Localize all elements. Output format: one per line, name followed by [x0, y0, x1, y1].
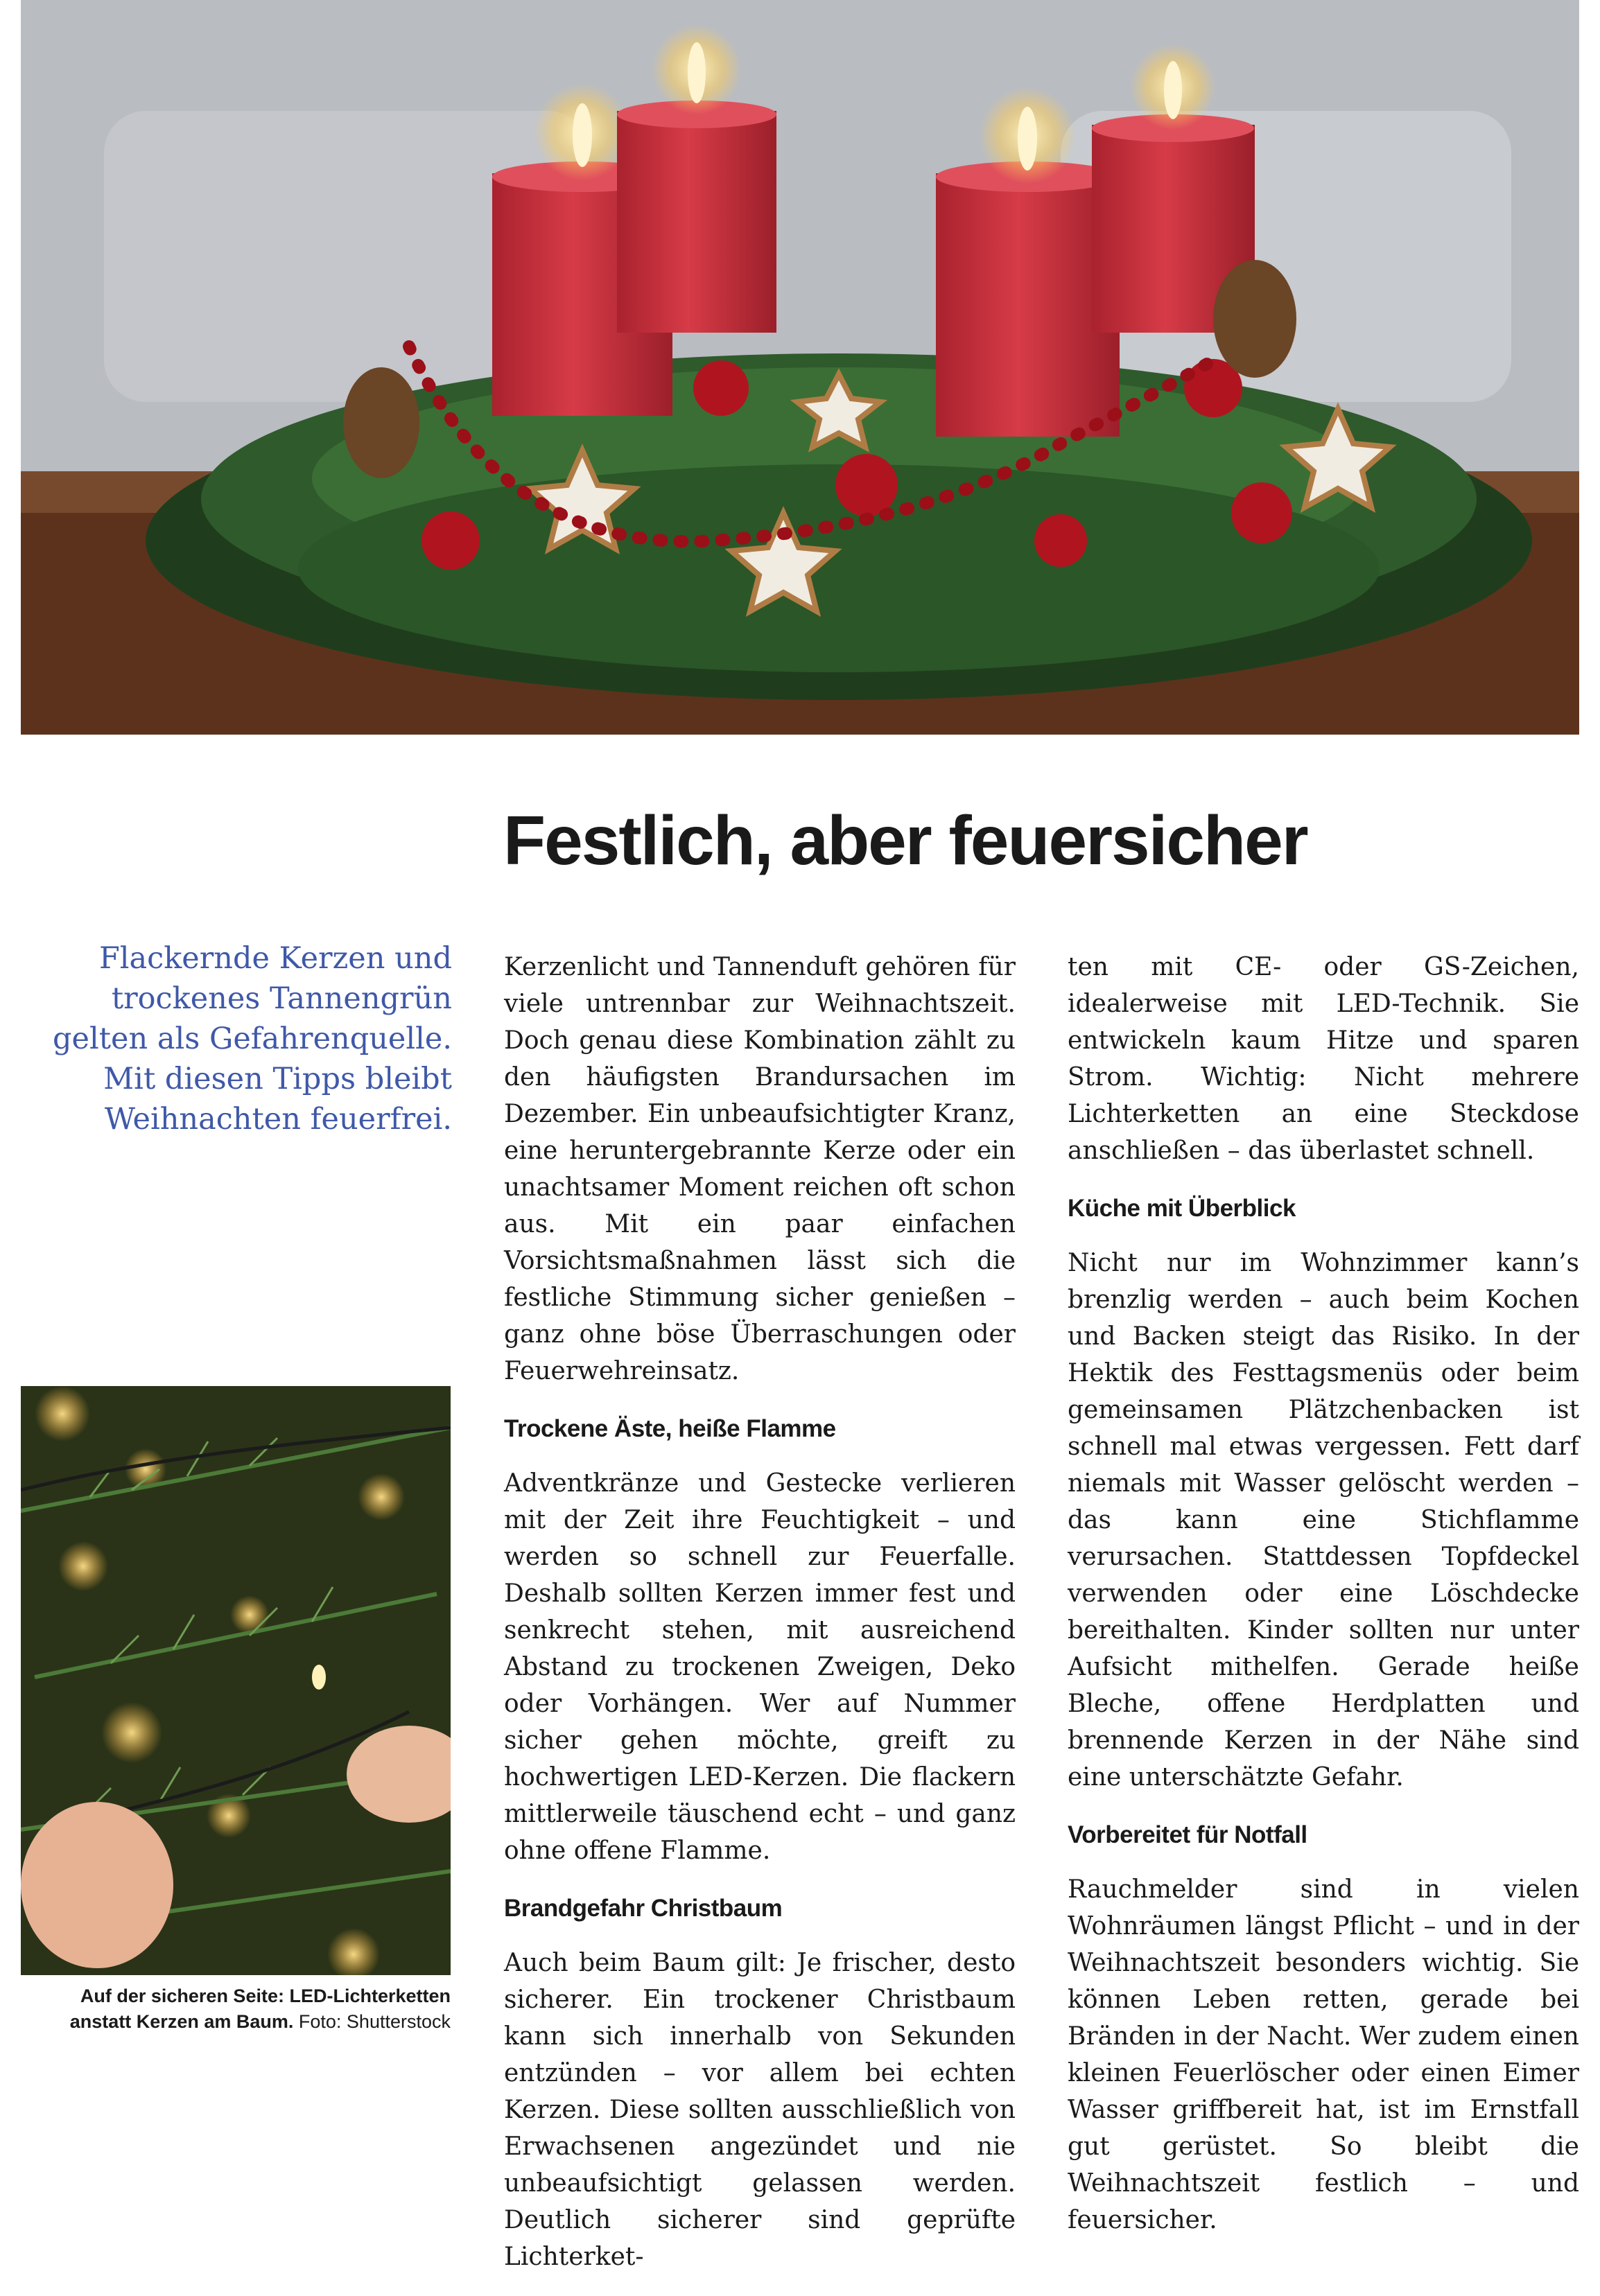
- subheading-notfall: Vorbereitet für Notfall: [1068, 1821, 1307, 1848]
- caption-text: Auf der sicheren Seite: LED-Lichterketten anstatt Kerzen am Baum.: [69, 1986, 451, 2032]
- paragraph: Kerzenlicht und Tannenduft gehören für viele untrennbar zur Weihnachtszeit. Doch genau diese Kombination zählt zu den häufigsten Brandursachen im Dezember. Ein unbeaufsichtigter Kranz, eine heruntergebrannte Kerze oder ein unachtsamer Moment reichen oft schon aus. Mit ein paar einfachen Vorsichtsmaßnahmen lässt sich die festliche Stimmung sicher genießen – ganz ohne böse Überraschungen oder Feuerwehreinsatz.: [504, 953, 1016, 1385]
- paragraph: ten mit CE- oder GS-Zeichen, idealerweise mit LED-Technik. Sie entwickeln kaum Hitze und sparen Strom. Wichtig: Nicht mehrere Lichterketten an eine Steckdose anschließen – das überlastet schnell.: [1068, 953, 1579, 1165]
- article-lede: Flackernde Kerzen und trockenes Tannengrün gelten als Gefahrenquelle. Mit diesen Tipps bleibt Weihnachten feuerfrei.: [53, 941, 452, 1137]
- paragraph: Nicht nur im Wohnzimmer kann’s brenzlig werden – auch beim Kochen und Backen steigt das Risiko. In der Hektik des Festtagsmenüs oder beim gemeinsamen Plätzchenbacken ist schnell mal etwas vergessen. Fett darf niemals mit Wasser gelöscht werden – das kann eine Stichflamme verursachen. Stattdessen Topfdeckel verwenden oder eine Löschdecke bereithalten. Kinder sollten nur unter Aufsicht mithelfen. Gerade heiße Bleche, offene Herdplatten und brennende Kerzen in der Nähe sind eine unterschätzte Gefahr.: [1068, 1249, 1579, 1791]
- subheading-brandgefahr-christbaum: Brandgefahr Christbaum: [504, 1895, 783, 1922]
- photo-caption: [21, 1983, 451, 2035]
- pine-cone: [343, 367, 419, 478]
- tree-lights-illustration: [21, 1386, 451, 1975]
- article-headline: Festlich, aber feuersicher: [503, 802, 1307, 879]
- paragraph: Adventkränze und Gestecke verlieren mit der Zeit ihre Feuchtigkeit – und werden so schnell zur Feuerfalle. Deshalb sollten Kerzen immer fest und senkrecht stehen, mit ausreichend Abstand zu trockenen Zweigen, Deko oder Vorhängen. Wer auf Nummer sicher gehen möchte, greift zu hochwertigen LED-Kerzen. Die flackern mittlerweile täuschend echt – und ganz ohne offene Flamme.: [504, 1469, 1016, 1865]
- advent-wreath-photo: [21, 0, 1579, 735]
- subheading-trockene-aeste: Trockene Äste, heiße Flamme: [504, 1415, 836, 1442]
- subheading-kueche: Küche mit Überblick: [1068, 1195, 1296, 1222]
- caption-credit: Foto: Shutterstock: [298, 2011, 451, 2032]
- led-bulb: [312, 1665, 326, 1690]
- red-bauble: [421, 511, 480, 570]
- paragraph: Auch beim Baum gilt: Je frischer, desto sicherer. Ein trockener Christbaum kann sich innerhalb von Sekunden entzünden – vor allem bei echten Kerzen. Diese sollten ausschließlich von Erwachsenen angezündet und nie unbeaufsichtigt gelassen werden. Deutlich sicherer sind geprüfte Lichterket-: [504, 1949, 1016, 2271]
- hand-left: [21, 1802, 173, 1968]
- article-column-1: [504, 949, 1016, 2296]
- christmas-tree-lights-photo: [21, 1386, 451, 1975]
- advent-wreath-illustration: [21, 0, 1579, 735]
- paragraph: Rauchmelder sind in vielen Wohnräumen längst Pflicht – und in der Weihnachtszeit besonders wichtig. Sie können Leben retten, gerade bei Bränden in der Nacht. Wer zudem einen kleinen Feuerlöscher oder einen Eimer Wasser griffbereit hat, ist im Ernstfall gut gerüstet. So bleibt die Weihnachtszeit festlich – und feuersicher.: [1068, 1875, 1579, 2234]
- article-column-2: [1068, 949, 1579, 2259]
